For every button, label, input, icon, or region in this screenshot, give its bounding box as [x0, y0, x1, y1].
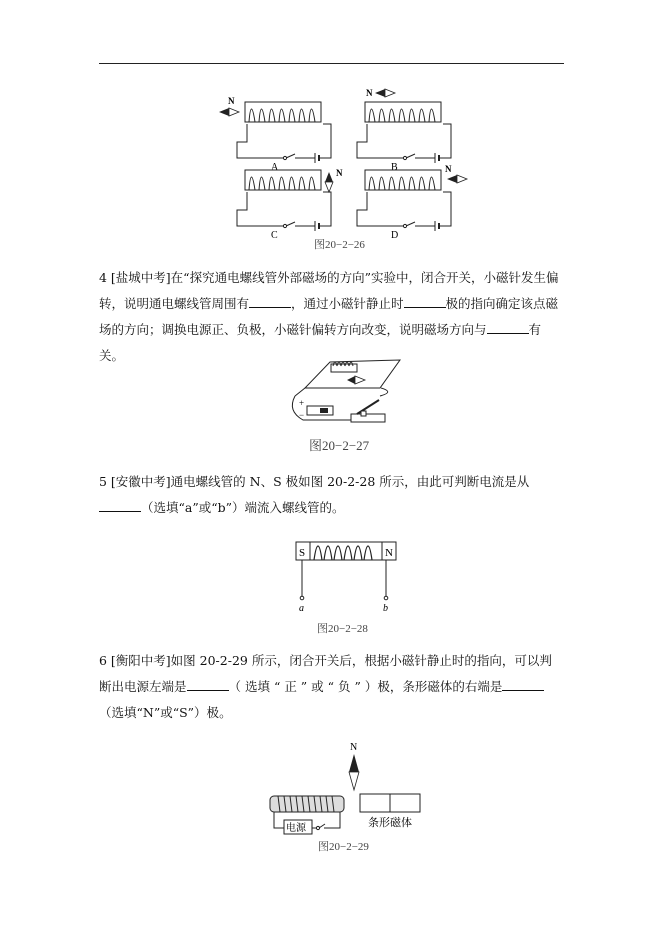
q4-suffix: 有关。 — [99, 322, 542, 363]
pole-s: S — [299, 547, 306, 559]
pole-n: N — [385, 547, 393, 559]
compass-n-label: N — [350, 742, 358, 753]
header-rule — [99, 63, 564, 64]
magnet-label: 条形磁体 — [368, 817, 412, 829]
power-label: 电源 — [286, 823, 306, 834]
panel-label-b: B — [391, 162, 398, 173]
figure-20-2-29 — [262, 740, 432, 835]
caption-20-2-27: 图20−2−27 — [309, 438, 370, 453]
q5-blank — [99, 499, 141, 512]
question-5 — [99, 469, 564, 521]
figure-20-2-27 — [285, 356, 405, 431]
end-a: a — [299, 603, 304, 614]
caption-20-2-26: 图20−2−26 — [314, 239, 365, 251]
q4-blank-3 — [487, 321, 529, 334]
q6-prefix: 6 [衡阳中考]如图 20-2-29 所示，闭合开关后，根据小磁针静止时的指向，可以判断出电源左端是 — [99, 653, 552, 694]
compass-n-label-b: N — [366, 88, 373, 98]
q5-prefix: 5 [安徽中考]通电螺线管的 N、S 极如图 20-2-28 所示，由此可判断电流是从 — [99, 474, 530, 489]
panel-label-d: D — [391, 230, 399, 241]
q6-suffix: （选填“N”或“S”）极。 — [99, 705, 232, 720]
question-6 — [99, 648, 564, 726]
q5-suffix: （选填“a”或“b”）端流入螺线管的。 — [141, 500, 345, 515]
q4-mid2: 极的指向确定该点磁场的方向；调换电源正、负极，小磁针偏转方向改变，说明磁场方向与 — [99, 296, 559, 337]
q4-prefix: 4 [盐城中考]在“探究通电螺线管外部磁场的方向”实验中，闭合开关，小磁针发生偏转，说明通电螺线管周围有 — [99, 270, 559, 311]
plus-sign: + — [299, 398, 305, 408]
caption-20-2-29: 图20−2−29 — [318, 841, 369, 853]
caption-20-2-28: 图20−2−28 — [317, 623, 368, 635]
q4-blank-2 — [404, 295, 446, 308]
compass-needle-a — [219, 108, 229, 116]
figure-20-2-28 — [292, 536, 402, 616]
q4-blank-1 — [249, 295, 291, 308]
minus-sign: − — [299, 410, 305, 420]
q6-blank-1 — [187, 678, 229, 691]
compass-n-label-c: N — [336, 168, 343, 178]
question-4 — [99, 265, 564, 369]
figure-20-2-26 — [215, 88, 455, 241]
panel-label-a: A — [271, 162, 279, 173]
q4-mid1: ，通过小磁针静止时 — [291, 296, 404, 311]
q6-blank-2 — [502, 678, 544, 691]
panel-label-c: C — [271, 230, 278, 241]
compass-n-label-d: N — [445, 164, 452, 174]
compass-n-label-a: N — [228, 96, 235, 106]
end-b: b — [383, 603, 388, 614]
q6-mid: （ 选填 “ 正 ” 或 “ 负 ” ）极，条形磁体的右端是 — [228, 679, 503, 694]
